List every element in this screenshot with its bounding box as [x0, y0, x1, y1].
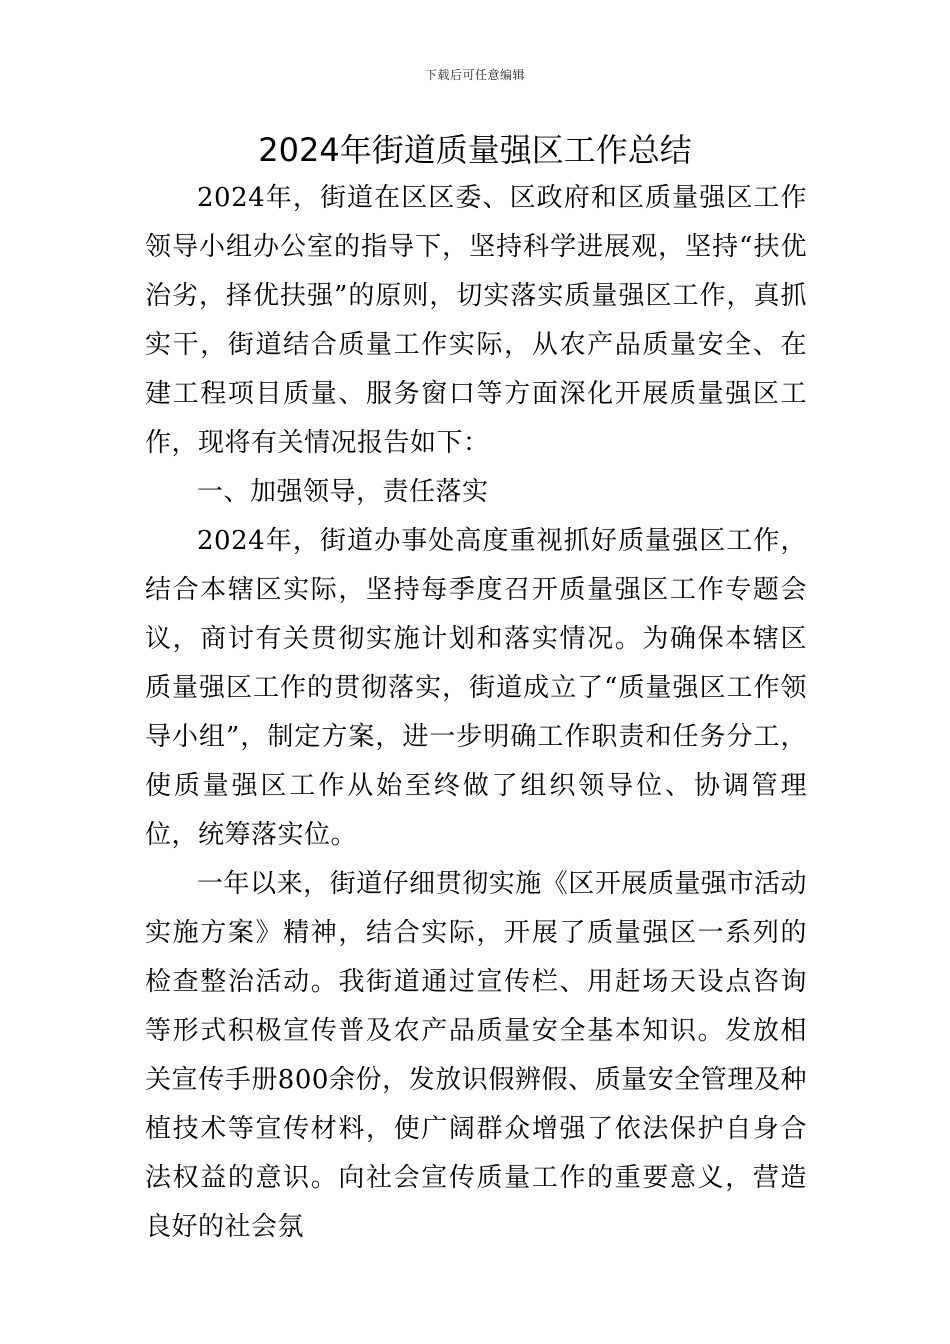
paragraph-section-1: 2024年，街道办事处高度重视抓好质量强区工作，结合本辖区实际，坚持每季度召开质量强区工作专题会议，商讨有关贯彻实施计划和落实情况。为确保本辖区质量强区工作的贯彻落实，街道成立了“质量强区工作领导小组”，制定方案，进一步明确工作职责和任务分工，使质量强区工作从始至终做了组织领导位、协调管理位，统筹落实位。	[145, 526, 807, 850]
paragraph-intro: 2024年，街道在区区委、区政府和区质量强区工作领导小组办公室的指导下，坚持科学进展观，坚持“扶优治劣，择优扶强”的原则，切实落实质量强区工作，真抓实干，街道结合质量工作实际，从农产品质量安全、在建工程项目质量、服务窗口等方面深化开展质量强区工作，现将有关情况报告如下：	[145, 183, 807, 458]
paragraph-activities: 一年以来，街道仔细贯彻实施《区开展质量强市活动实施方案》精神，结合实际，开展了质量强区一系列的检查整治活动。我街道通过宣传栏、用赶场天设点咨询等形式积极宣传普及农产品质量安全基本知识。发放相关宣传手册800余份，发放识假辨假、质量安全管理及种植技术等宣传材料，使广阔群众增强了依法保护自身合法权益的意识。向社会宣传质量工作的重要意义，营造良好的社会氛	[145, 869, 807, 1242]
header-note: 下载后可任意编辑	[424, 68, 525, 82]
document-body	[145, 174, 807, 1252]
document-title: 2024年街道质量强区工作总结	[258, 131, 692, 169]
section-heading-1: 一、加强领导，责任落实	[197, 477, 489, 507]
